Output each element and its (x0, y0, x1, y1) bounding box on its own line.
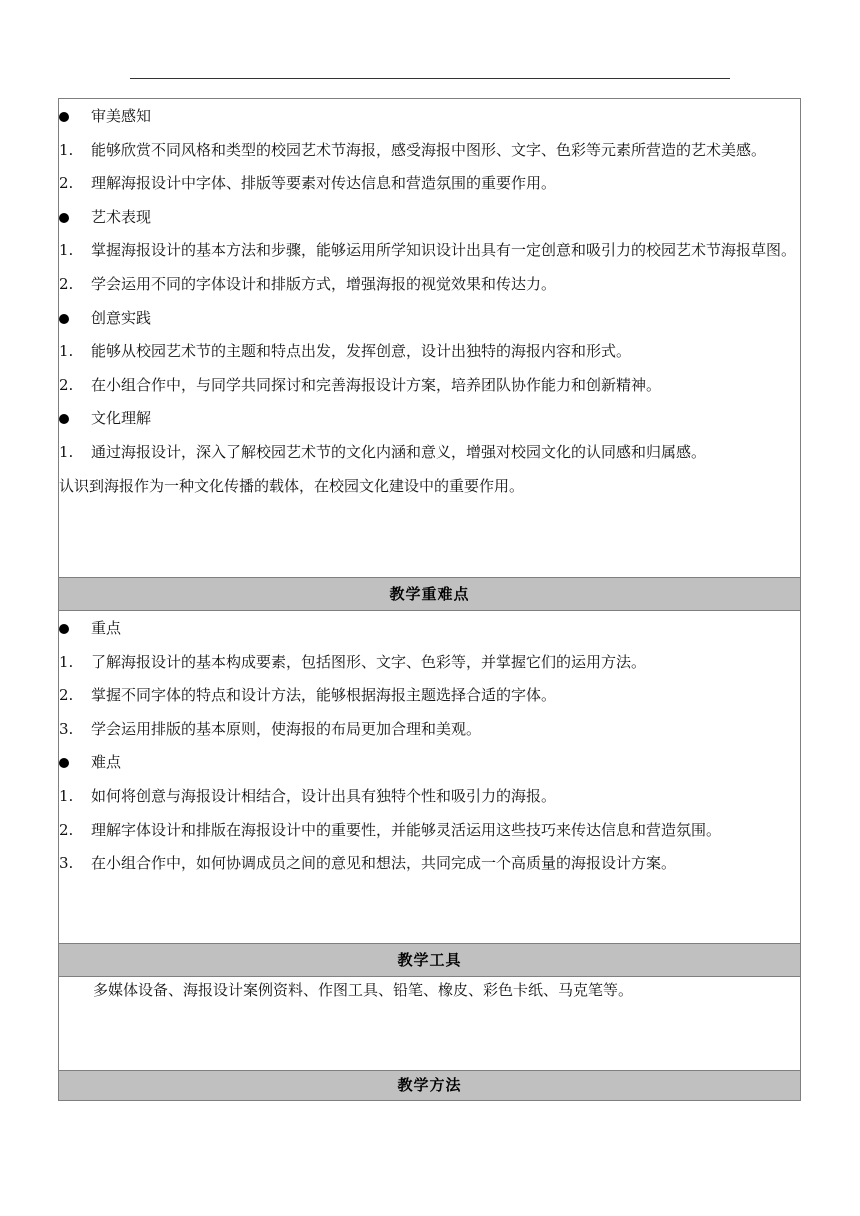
key-difficult-header: 教学重难点 (59, 578, 800, 611)
tools-header: 教学工具 (59, 944, 800, 977)
methods-header: 教学方法 (59, 1071, 800, 1100)
list-item (59, 167, 800, 201)
item-number: 1. (59, 786, 74, 805)
key-difficult-cell (59, 611, 800, 944)
item-text: 理解字体设计和排版在海报设计中的重要性，并能够灵活运用这些技巧来传达信息和营造氛围。 (91, 820, 722, 839)
page-header-rule (130, 78, 730, 79)
item-number: 1. (59, 442, 74, 461)
key-title: 重点 (91, 619, 122, 637)
item-text: 通过海报设计，深入了解校园艺术节的文化内涵和意义，增强对校园文化的认同感和归属感。 (91, 442, 707, 461)
bullet-dot-icon (59, 112, 69, 122)
expression-title: 艺术表现 (91, 207, 152, 226)
item-number: 2. (59, 686, 74, 705)
lesson-plan-table (58, 98, 801, 1101)
item-number: 1. (59, 241, 74, 260)
item-number: 1. (59, 652, 74, 671)
tools-text: 多媒体设备、海报设计案例资料、作图工具、铅笔、橡皮、彩色卡纸、马克笔等。 (93, 981, 634, 999)
list-item (59, 780, 800, 814)
list-item (59, 847, 800, 881)
list-item (59, 679, 800, 713)
list-item (59, 814, 800, 848)
item-text: 理解海报设计中字体、排版等要素对传达信息和营造氛围的重要作用。 (91, 174, 557, 193)
difficult-title: 难点 (91, 753, 122, 772)
list-item (59, 268, 800, 302)
culture-heading (59, 402, 800, 436)
item-text: 掌握海报设计的基本方法和步骤，能够运用所学知识设计出具有一定创意和吸引力的校园艺术节海报草图。 (91, 241, 797, 260)
continuation-line: 认识到海报作为一种文化传播的载体，在校园文化建设中的重要作用。 (59, 476, 525, 495)
item-text: 了解海报设计的基本构成要素，包括图形、文字、色彩等，并掌握它们的运用方法。 (91, 652, 647, 671)
continuation-text (59, 470, 800, 504)
item-text: 如何将创意与海报设计相结合，设计出具有独特个性和吸引力的海报。 (91, 786, 557, 805)
objectives-cell (59, 99, 800, 578)
item-number: 2. (59, 820, 74, 839)
item-number: 1. (59, 140, 74, 159)
list-item (59, 646, 800, 680)
item-number: 3. (59, 854, 74, 873)
item-text: 在小组合作中，如何协调成员之间的意见和想法，共同完成一个高质量的海报设计方案。 (91, 854, 677, 873)
list-item (59, 713, 800, 747)
list-item (59, 134, 800, 168)
aesthetic-heading (59, 100, 800, 134)
bullet-dot-icon (59, 624, 69, 634)
bullet-dot-icon (59, 414, 69, 424)
list-item (59, 369, 800, 403)
item-number: 2. (59, 174, 74, 193)
item-text: 掌握不同字体的特点和设计方法，能够根据海报主题选择合适的字体。 (91, 686, 557, 705)
expression-heading (59, 201, 800, 235)
tools-cell (59, 977, 800, 1071)
creative-heading (59, 302, 800, 336)
list-item (59, 335, 800, 369)
item-number: 2. (59, 375, 74, 394)
aesthetic-title: 审美感知 (91, 107, 152, 125)
item-text: 学会运用不同的字体设计和排版方式，增强海报的视觉效果和传达力。 (91, 274, 557, 293)
bullet-dot-icon (59, 758, 69, 768)
list-item (59, 234, 800, 268)
culture-title: 文化理解 (91, 409, 152, 428)
key-heading (59, 612, 800, 646)
creative-title: 创意实践 (91, 308, 152, 327)
item-number: 1. (59, 342, 74, 361)
list-item (59, 436, 800, 470)
bullet-dot-icon (59, 314, 69, 324)
item-text: 学会运用排版的基本原则，使海报的布局更加合理和美观。 (91, 719, 482, 738)
bullet-dot-icon (59, 213, 69, 223)
item-text: 在小组合作中，与同学共同探讨和完善海报设计方案，培养团队协作能力和创新精神。 (91, 375, 662, 394)
item-text: 能够从校园艺术节的主题和特点出发，发挥创意，设计出独特的海报内容和形式。 (91, 342, 632, 361)
item-number: 2. (59, 274, 74, 293)
item-text: 能够欣赏不同风格和类型的校园艺术节海报，感受海报中图形、文字、色彩等元素所营造的艺术美感。 (91, 140, 767, 159)
difficult-heading (59, 746, 800, 780)
item-number: 3. (59, 719, 74, 738)
